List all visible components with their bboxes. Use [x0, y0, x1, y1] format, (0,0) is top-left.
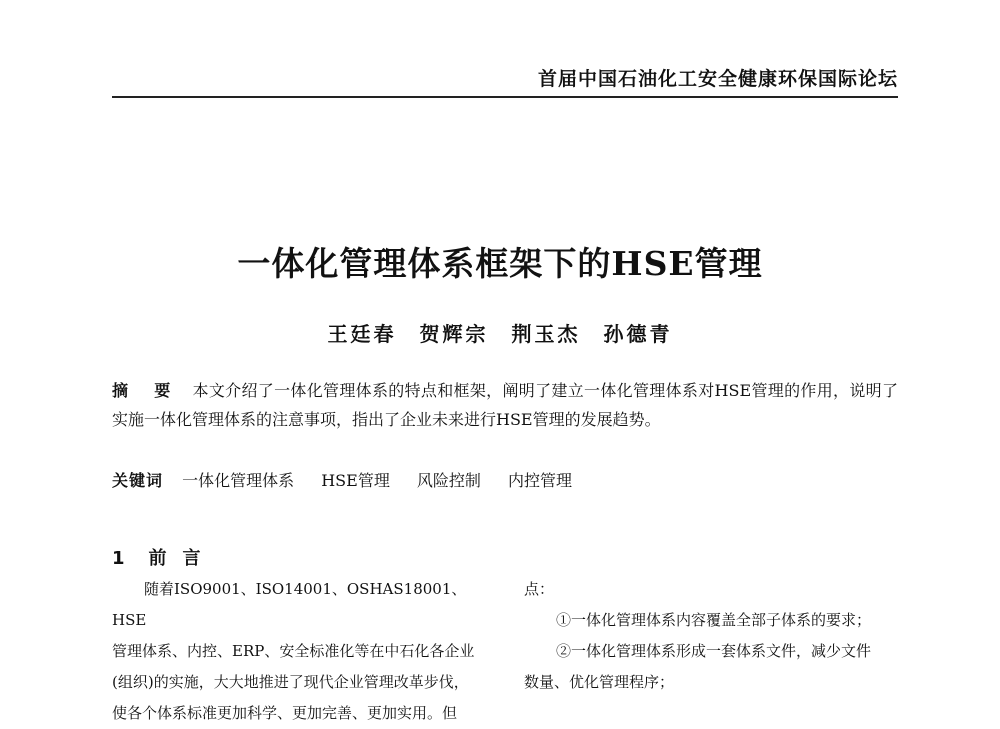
keywords-label: 关键词	[112, 471, 164, 490]
body-line: (组织)的实施，大大地推进了现代企业管理改革步伐，	[112, 673, 469, 691]
keyword: 一体化管理体系	[182, 471, 295, 490]
body-line: 数量、优化管理程序；	[524, 673, 675, 691]
list-item: ①一体化管理体系内容覆盖全部子体系的要求；	[556, 611, 872, 629]
header-rule	[112, 96, 898, 98]
section-heading	[112, 544, 217, 570]
body-line: 随着ISO9001、ISO14001、OSHAS18001、HSE	[112, 580, 467, 629]
section-title: 前言	[148, 548, 217, 569]
keyword: HSE管理	[321, 471, 390, 490]
abstract-text: 本文介绍了一体化管理体系的特点和框架，阐明了建立一体化管理体系对HSE管理的作用，说明了实施一体化管理体系的注意事项，指出了企业未来进行HSE管理的发展趋势。	[112, 381, 898, 429]
section-number: 1	[112, 548, 125, 569]
author: 孙德青	[603, 322, 673, 346]
running-header: 首届中国石油化工安全健康环保国际论坛	[537, 68, 898, 90]
author-list	[0, 318, 1000, 347]
abstract-label: 摘 要	[112, 381, 181, 400]
author: 贺辉宗	[419, 322, 489, 346]
left-column	[112, 574, 490, 729]
keyword: 内控管理	[508, 471, 573, 490]
author: 荆玉杰	[511, 322, 581, 346]
body-line: 管理体系、内控、ERP、安全标准化等在中石化各企业	[112, 642, 475, 660]
keywords	[112, 468, 898, 494]
keyword: 风险控制	[416, 471, 481, 490]
paper-title: 一体化管理体系框架下的HSE管理	[237, 244, 763, 283]
right-column	[524, 574, 898, 698]
list-item: ②一体化管理体系形成一套体系文件，减少文件	[556, 642, 872, 660]
body-line: 使各个体系标准更加科学、更加完善、更加实用。但	[112, 704, 458, 722]
abstract	[112, 376, 898, 434]
body-line: 点：	[524, 580, 555, 598]
author: 王廷春	[327, 322, 397, 346]
